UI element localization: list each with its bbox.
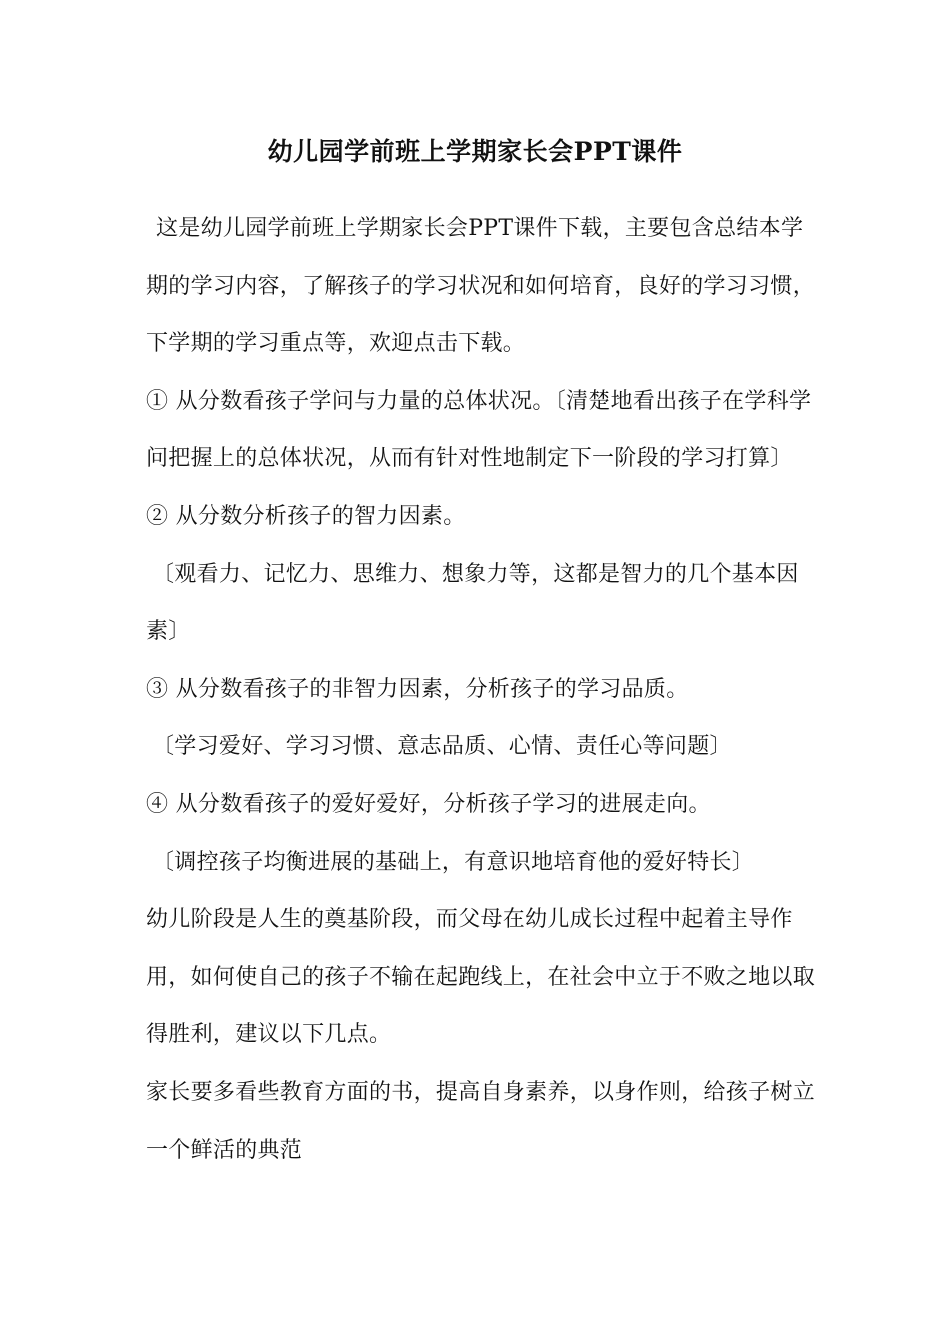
paragraph-intro: 这是幼儿园学前班上学期家长会PPT课件下载，主要包含总结本学期的学习内容，了解孩子的学习状况和如何培育，良好的学习习惯，下学期的学习重点等，欢迎点击下载。 xyxy=(146,216,816,357)
paragraph-parent-advice: 家长要多看些教育方面的书，提高自身素养，以身作则，给孩子树立一个鲜活的典范 xyxy=(146,1079,816,1163)
paragraph-point-4-note: 〔调控孩子均衡进展的基础上，有意识地培育他的爱好特长〕 xyxy=(152,849,755,875)
document-body xyxy=(146,200,816,1179)
paragraph-point-3-note: 〔学习爱好、学习习惯、意志品质、心情、责任心等问题〕 xyxy=(152,734,732,760)
paragraph-point-3: ③ 从分数看孩子的非智力因素，分析孩子的学习品质。 xyxy=(146,676,689,702)
paragraph-point-2: ② 从分数分析孩子的智力因素。 xyxy=(146,503,466,529)
paragraph-point-2-note: 〔观看力、记忆力、思维力、想象力等，这都是智力的几个基本因素〕 xyxy=(146,561,799,645)
paragraph-foundation: 幼儿阶段是人生的奠基阶段，而父母在幼儿成长过程中起着主导作用，如何使自己的孩子不输在起跑线上，在社会中立于不败之地以取得胜利，建议以下几点。 xyxy=(146,907,816,1048)
paragraph-point-1: ① 从分数看孩子学问与力量的总体状况。〔清楚地看出孩子在学科学问把握上的总体状况，从而有针对性地制定下一阶段的学习打算〕 xyxy=(146,388,812,472)
document-title: 幼儿园学前班上学期家长会PPT课件 xyxy=(267,137,683,166)
paragraph-point-4: ④ 从分数看孩子的爱好爱好，分析孩子学习的进展走向。 xyxy=(146,791,711,817)
